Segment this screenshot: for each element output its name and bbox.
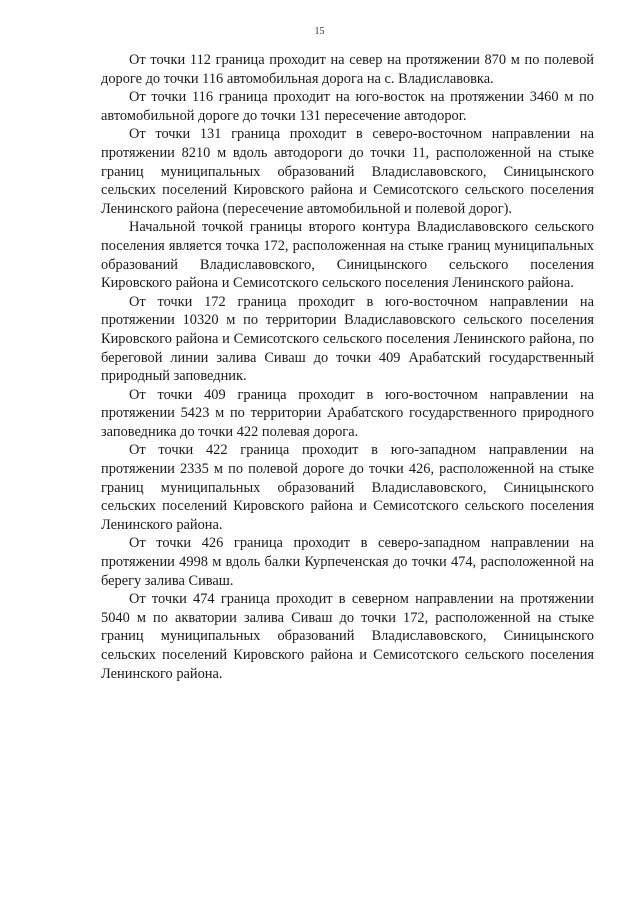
- document-body: [101, 51, 594, 683]
- paragraph-point-112: От точки 112 граница проходит на север на протяжении 870 м по полевой дороге до точки 116 автомобильная дорога на с. Владиславовка.: [101, 52, 594, 87]
- paragraph-point-422: От точки 422 граница проходит в юго-западном направлении на протяжении 2335 м по полевой дороге до точки 426, расположенной на стыке границ муниципальных образований Владиславовского, Синицынского сельских поселений Кировского района и Семисотского сельского поселения Ленинского района.: [101, 442, 594, 533]
- paragraph-point-131: От точки 131 граница проходит в северо-восточном направлении на протяжении 8210 м вдоль автодороги до точки 11, расположенной на стыке границ муниципальных образований Владиславовского, Синицынского сельских поселений Кировского района и Семисотского сельского поселения Ленинского района (пересечение автомобильной и полевой дорог).: [101, 126, 594, 217]
- paragraph-point-409: От точки 409 граница проходит в юго-восточном направлении на протяжении 5423 м по территории Арабатского государственного природного заповедника до точки 422 полевая дорога.: [101, 386, 594, 440]
- page-number: 15: [314, 26, 325, 37]
- paragraph-point-172: От точки 172 граница проходит в юго-восточном направлении на протяжении 10320 м по территории Владиславовского сельского поселения Кировского района и Семисотского сельского поселения Ленинского района, по береговой линии залива Сиваш до точки 409 Арабатский государственный природный заповедник.: [101, 293, 594, 385]
- paragraph-point-474: От точки 474 граница проходит в северном направлении на протяжении 5040 м по акватории залива Сиваш до точки 172, расположенной на стыке границ муниципальных образований Владиславовского, Синицынского сельских поселений Кировского района и Семисотского сельского поселения Ленинского района.: [101, 591, 594, 682]
- paragraph-second-contour-start: Начальной точкой границы второго контура Владиславовского сельского поселения является точка 172, расположенная на стыке границ муниципальных образований Владиславовского, Синицынского сельского поселения Кировского района и Семисотского сельского поселения Ленинского района.: [101, 219, 594, 292]
- paragraph-point-116: От точки 116 граница проходит на юго-восток на протяжении 3460 м по автомобильной дороге до точки 131 пересечение автодорог.: [101, 89, 594, 124]
- paragraph-point-426: От точки 426 граница проходит в северо-западном направлении на протяжении 4998 м вдоль балки Курпеченская до точки 474, расположенной на берегу залива Сиваш.: [101, 535, 594, 589]
